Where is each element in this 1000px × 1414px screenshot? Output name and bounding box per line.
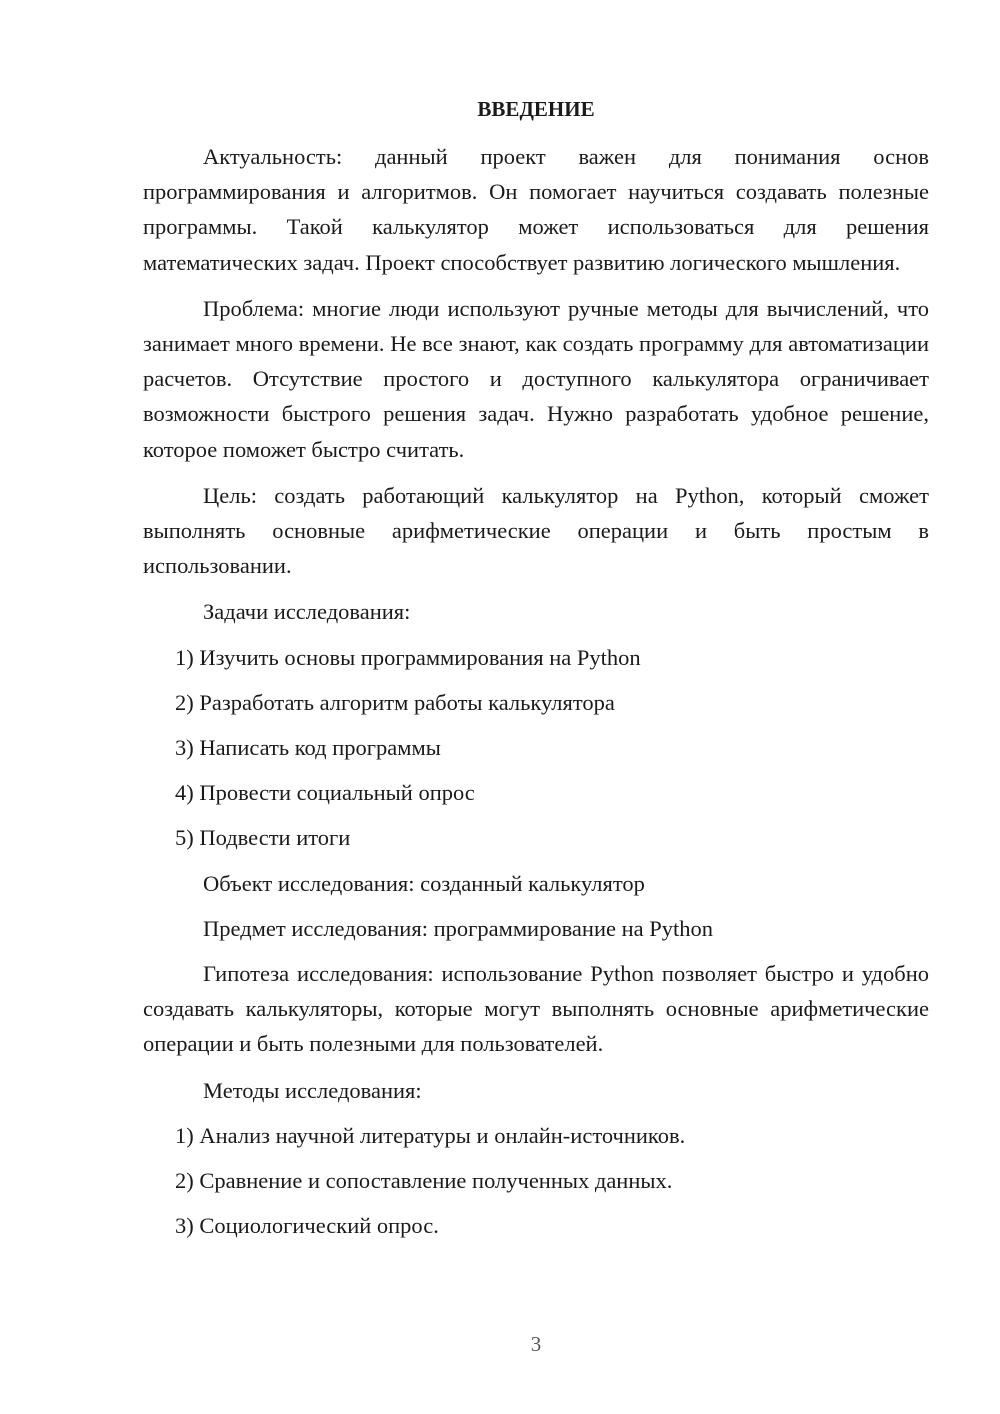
task-item: 1) Изучить основы программирования на Python [175, 644, 641, 670]
tasks-heading: Задачи исследования: [203, 599, 411, 625]
methods-heading: Методы исследования: [203, 1077, 422, 1103]
relevance-paragraph: Актуальность: данный проект важен для понимания основ программирования и алгоритмов. Он помогает научиться создавать полезные программы. Такой калькулятор может использоваться для решения математических задач. Проект способствует развитию логического мышления. [143, 144, 929, 275]
subject-paragraph: Предмет исследования: программирование на Python [203, 915, 714, 941]
problem-paragraph: Проблема: многие люди используют ручные методы для вычислений, что занимает много времени. Не все знают, как создать программу для автоматизации расчетов. Отсутствие простого и доступного калькулятора ограничивает возможности быстрого решения задач. Нужно разработать удобное решение, которое поможет быстро считать. [143, 295, 929, 462]
task-item: 5) Подвести итоги [175, 825, 351, 851]
page-title: ВВЕДЕНИЕ [477, 97, 595, 121]
method-item: 3) Социологический опрос. [175, 1213, 439, 1239]
task-item: 3) Написать код программы [175, 735, 441, 761]
task-item: 2) Разработать алгоритм работы калькулятора [175, 689, 615, 715]
method-item: 2) Сравнение и сопоставление полученных данных. [175, 1168, 673, 1194]
document-page [143, 92, 929, 1253]
page-number: 3 [530, 1332, 542, 1356]
hypothesis-paragraph: Гипотеза исследования: использование Python позволяет быстро и удобно создавать калькуляторы, которые могут выполнять основные арифметические операции и быть полезными для пользователей. [143, 961, 929, 1057]
task-item: 4) Провести социальный опрос [175, 780, 475, 806]
goal-paragraph: Цель: создать работающий калькулятор на Python, который сможет выполнять основные арифметические операции и быть простым в использовании. [143, 482, 929, 579]
object-paragraph: Объект исследования: созданный калькулятор [203, 870, 645, 896]
method-item: 1) Анализ научной литературы и онлайн-источников. [175, 1122, 686, 1148]
